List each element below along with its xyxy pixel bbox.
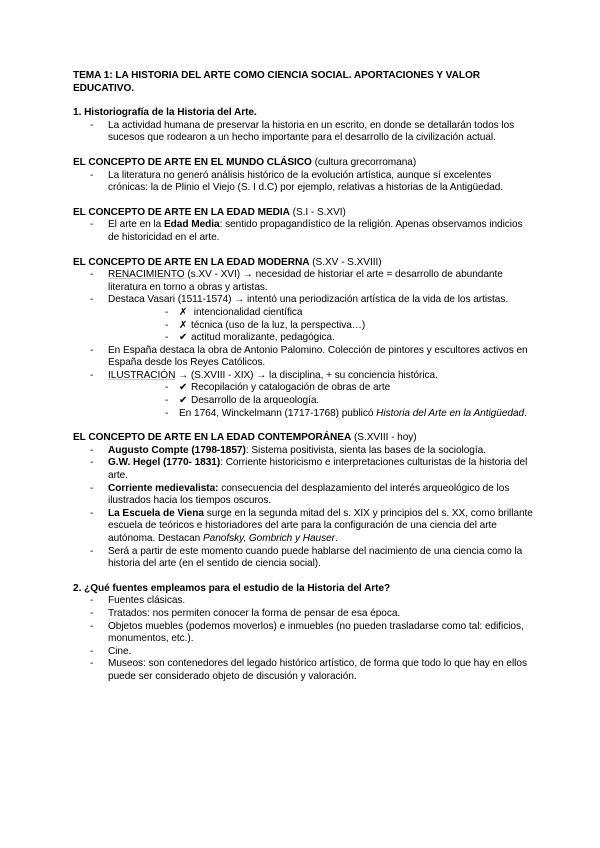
sub-list-item bbox=[108, 382, 533, 395]
list-item bbox=[73, 370, 533, 420]
section-edad-media bbox=[73, 207, 533, 245]
bullet-list bbox=[73, 219, 533, 244]
text: → (S.XVIII - XIX) → la disciplina, + su conciencia histórica. bbox=[175, 369, 438, 381]
list-item bbox=[73, 219, 533, 244]
section-heading bbox=[73, 257, 533, 270]
bullet-list bbox=[73, 445, 533, 571]
section-historiografia bbox=[73, 107, 533, 145]
document-page bbox=[73, 70, 533, 696]
bullet-list bbox=[73, 595, 533, 683]
check-icon: ✔ bbox=[179, 395, 188, 407]
text: . bbox=[524, 407, 527, 419]
bold-term: Edad Media bbox=[163, 219, 220, 231]
section-heading bbox=[73, 157, 533, 170]
text: En 1764, Winckelmann (1717-1768) publicó bbox=[179, 407, 377, 419]
section-edad-moderna bbox=[73, 257, 533, 421]
text: . bbox=[334, 533, 338, 544]
heading-note: (S.XVIII - hoy) bbox=[351, 432, 417, 444]
heading-text: EL CONCEPTO DE ARTE EN LA EDAD MEDIA bbox=[73, 206, 290, 218]
heading-text: EL CONCEPTO DE ARTE EN EL MUNDO CLÁSICO bbox=[73, 156, 312, 168]
heading-note: (S.XV - S.XVIII) bbox=[309, 256, 382, 268]
bullet-list bbox=[73, 120, 533, 145]
book-title: Historia del Arte en la Antigüedad bbox=[376, 407, 525, 419]
cross-icon: ✗ bbox=[179, 306, 188, 318]
list-item bbox=[73, 294, 533, 344]
list-item bbox=[73, 508, 533, 546]
renacimiento-term: RENACIMIENTO bbox=[108, 269, 185, 281]
list-item: - Será a partir de este momento cuando puede hablarse del nacimiento de una ciencia como la historia del arte (en el sentido de ciencia social). bbox=[73, 546, 533, 571]
section-heading: 1. Historiografía de la Historia del Arte. bbox=[73, 107, 257, 119]
check-icon: ✔ bbox=[179, 382, 188, 394]
section-heading: 2. ¿Qué fuentes empleamos para el estudio de la Historia del Arte? bbox=[73, 582, 391, 594]
text: (s.XV - XVI) → necesidad de historiar el arte = desarrollo de abundante literatura en torno a obras y artistas. bbox=[108, 269, 503, 293]
sub-list-item bbox=[108, 395, 533, 408]
text: Recopilación y catalogación de obras de arte bbox=[191, 382, 391, 394]
text: : Corriente historicismo e interpretaciones culturistas de la historia del arte. bbox=[108, 457, 528, 482]
bold-term: La Escuela de Viena bbox=[108, 507, 204, 519]
section-fuentes bbox=[73, 583, 533, 684]
sub-list-item bbox=[108, 408, 533, 421]
section-edad-contemporanea bbox=[73, 432, 533, 571]
list-item: - Museos: son contenedores del legado histórico artístico, de forma que todo lo que hay en ellos puede ser considerado objeto de discusión y valoración. bbox=[73, 658, 533, 683]
list-item: - La literatura no generó análisis histórico de la evolución artística, aunque sí excelentes crónicas: la de Plinio el Viejo (S. I d.C) por ejemplo, relativas a historias de la Antigüedad. bbox=[73, 170, 533, 195]
heading-text: EL CONCEPTO DE ARTE EN LA EDAD CONTEMPORÁNEA bbox=[73, 432, 352, 444]
text: actitud moralizante, pedagógica. bbox=[191, 332, 335, 344]
sub-list bbox=[108, 307, 533, 345]
sub-list-item bbox=[108, 320, 533, 333]
list-item bbox=[73, 483, 533, 508]
text: Desarrollo de la arqueología. bbox=[191, 395, 320, 407]
list-item bbox=[73, 445, 533, 458]
heading-text: EL CONCEPTO DE ARTE EN LA EDAD MODERNA bbox=[73, 256, 310, 268]
text: Destaca Vasari (1511-1574) → intentó una periodización artística de la vida de los artistas. bbox=[108, 294, 509, 306]
ilustracion-term: ILUSTRACIÓN bbox=[108, 369, 176, 381]
list-item: - Objetos muebles (podemos moverlos) e inmuebles (no pueden trasladarse como tal: edificios, monumentos, etc.). bbox=[73, 621, 533, 646]
sub-list-item bbox=[108, 332, 533, 345]
list-item: - La actividad humana de preservar la historia en un escrito, en donde se detallarán todos los sucesos que rodearon a un hecho importante para el desarrollo de la civilización actual. bbox=[73, 120, 533, 145]
check-icon: ✔ bbox=[179, 332, 188, 344]
list-item: - Tratados: nos permiten conocer la forma de pensar de esa época. bbox=[73, 608, 533, 621]
heading-note: (cultura grecorromana) bbox=[311, 156, 417, 168]
text: : sentido propagandístico de la religión. Apenas observamos indicios de historicidad en el arte. bbox=[108, 219, 523, 243]
text: : Sistema positivista, sienta las bases de la sociología. bbox=[245, 444, 486, 456]
section-heading bbox=[73, 207, 533, 220]
text: intencionalidad científica bbox=[193, 306, 303, 318]
bold-term: Augusto Compte (1798-1857) bbox=[108, 444, 246, 456]
section-heading bbox=[73, 432, 533, 445]
cross-icon: ✗ bbox=[179, 319, 188, 331]
heading-note: (S.I - S.XVI) bbox=[289, 206, 346, 218]
list-item bbox=[73, 457, 533, 482]
list-item: - En España destaca la obra de Antonio Palomino. Colección de pintores y escultores activos en España desde los Reyes Católicos. bbox=[73, 345, 533, 370]
bold-term: G.W. Hegel (1770- 1831) bbox=[108, 457, 221, 469]
bullet-list bbox=[73, 170, 533, 195]
text: técnica (uso de la luz, la perspectiva…) bbox=[191, 319, 366, 331]
bullet-list bbox=[73, 269, 533, 420]
sub-list bbox=[108, 382, 533, 420]
document-title: TEMA 1: LA HISTORIA DEL ARTE COMO CIENCIA SOCIAL. APORTACIONES Y VALOR EDUCATIVO. bbox=[73, 70, 481, 94]
italic-names: Panofsky, Gombrich y Hauser bbox=[203, 533, 335, 544]
section-mundo-clasico bbox=[73, 157, 533, 195]
text: consecuencia del desplazamiento del interés arqueológico de los ilustrados hacia los tiempos oscuros. bbox=[108, 482, 510, 507]
sub-list-item bbox=[108, 307, 533, 320]
list-item: - Fuentes clásicas. bbox=[73, 595, 533, 608]
list-item bbox=[73, 269, 533, 294]
list-item: - Cine. bbox=[73, 646, 533, 659]
text: El arte en la bbox=[108, 219, 164, 231]
text: surge en la segunda mitad del s. XIX y principios del s. XX, como brillante escuela de teóricos e historiadores del arte para la configuración de una ciencia del arte autónoma. Destacan bbox=[108, 507, 533, 544]
bold-term: Corriente medievalista: bbox=[108, 482, 219, 494]
